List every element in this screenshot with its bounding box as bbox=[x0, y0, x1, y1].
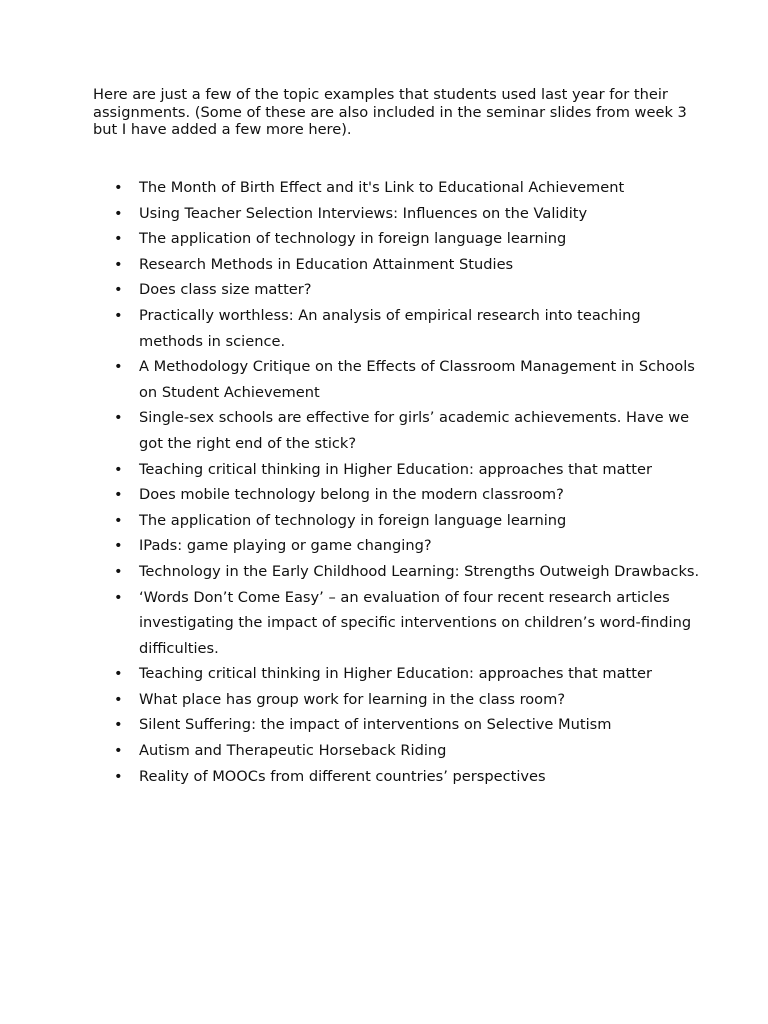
bullet-icon: • bbox=[114, 716, 123, 734]
topic-text: Single-sex schools are effective for girls’ academic achievements. Have we got the right end of the stick? bbox=[139, 409, 690, 452]
topic-list-item bbox=[0, 559, 768, 585]
bullet-icon: • bbox=[114, 537, 123, 555]
topic-text: Teaching critical thinking in Higher Education: approaches that matter bbox=[139, 460, 652, 478]
topic-list-item bbox=[0, 533, 768, 559]
topic-text: What place has group work for learning in the class room? bbox=[139, 690, 566, 708]
topic-list-item bbox=[0, 738, 768, 764]
topic-text: IPads: game playing or game changing? bbox=[139, 537, 432, 555]
bullet-icon: • bbox=[114, 742, 123, 760]
topic-list-item bbox=[0, 354, 768, 405]
topic-text: Using Teacher Selection Interviews: Influences on the Validity bbox=[139, 204, 588, 222]
topic-text: The Month of Birth Effect and it's Link to Educational Achievement bbox=[139, 179, 625, 196]
bullet-icon: • bbox=[114, 562, 123, 580]
topic-text: A Methodology Critique on the Effects of Classroom Management in Schools on Student Achievement bbox=[139, 358, 695, 401]
bullet-icon: • bbox=[114, 179, 123, 196]
topic-list-item bbox=[0, 303, 768, 354]
topic-list-item bbox=[0, 482, 768, 508]
topic-text: ‘Words Don’t Come Easy’ – an evaluation of four recent research articles investigating the impact of specific interventions on children’s word-finding difficulties. bbox=[139, 588, 692, 657]
bullet-icon: • bbox=[114, 409, 123, 427]
bullet-icon: • bbox=[114, 358, 123, 376]
topic-text: The application of technology in foreign language learning bbox=[139, 230, 567, 248]
topic-text: Does class size matter? bbox=[139, 281, 312, 299]
topic-list-item bbox=[0, 201, 768, 227]
topic-text: Practically worthless: An analysis of empirical research into teaching methods in science. bbox=[139, 306, 641, 350]
topic-list-item bbox=[0, 175, 768, 201]
bullet-icon: • bbox=[114, 306, 123, 324]
topic-text: Autism and Therapeutic Horseback Riding bbox=[139, 742, 447, 760]
topic-text: Reality of MOOCs from different countries’ perspectives bbox=[139, 767, 546, 785]
bullet-icon: • bbox=[114, 486, 123, 504]
topic-text: Silent Suffering: the impact of interventions on Selective Mutism bbox=[139, 716, 612, 734]
topic-text: The application of technology in foreign language learning bbox=[139, 511, 567, 529]
bullet-icon: • bbox=[114, 767, 123, 785]
bullet-icon: • bbox=[114, 665, 123, 683]
topic-list-item bbox=[0, 405, 768, 456]
topic-list-item bbox=[0, 252, 768, 278]
topic-text: Does mobile technology belong in the modern classroom? bbox=[139, 486, 564, 504]
intro-paragraph: Here are just a few of the topic examples that students used last year for their assignments. (Some of these are also included in the seminar slides from week 3 but I have added a few more here). bbox=[93, 86, 687, 138]
topic-text: Research Methods in Education Attainment Studies bbox=[139, 255, 514, 273]
topic-text: Teaching critical thinking in Higher Education: approaches that matter bbox=[139, 665, 652, 683]
topic-list-item bbox=[0, 585, 768, 662]
topic-list-item bbox=[0, 764, 768, 790]
bullet-icon: • bbox=[114, 255, 123, 273]
bullet-icon: • bbox=[114, 511, 123, 529]
bullet-icon: • bbox=[114, 204, 123, 222]
topic-list-item bbox=[0, 661, 768, 687]
topic-list bbox=[0, 175, 768, 789]
bullet-icon: • bbox=[114, 588, 123, 606]
bullet-icon: • bbox=[114, 281, 123, 299]
topic-list-item bbox=[0, 687, 768, 713]
topic-text: Technology in the Early Childhood Learning: Strengths Outweigh Drawbacks. bbox=[139, 562, 700, 580]
topic-list-item bbox=[0, 712, 768, 738]
bullet-icon: • bbox=[114, 690, 123, 708]
topic-list-item bbox=[0, 226, 768, 252]
bullet-icon: • bbox=[114, 460, 123, 478]
topic-list-item bbox=[0, 277, 768, 303]
topic-list-item bbox=[0, 508, 768, 534]
topic-list-item bbox=[0, 457, 768, 483]
bullet-icon: • bbox=[114, 230, 123, 248]
